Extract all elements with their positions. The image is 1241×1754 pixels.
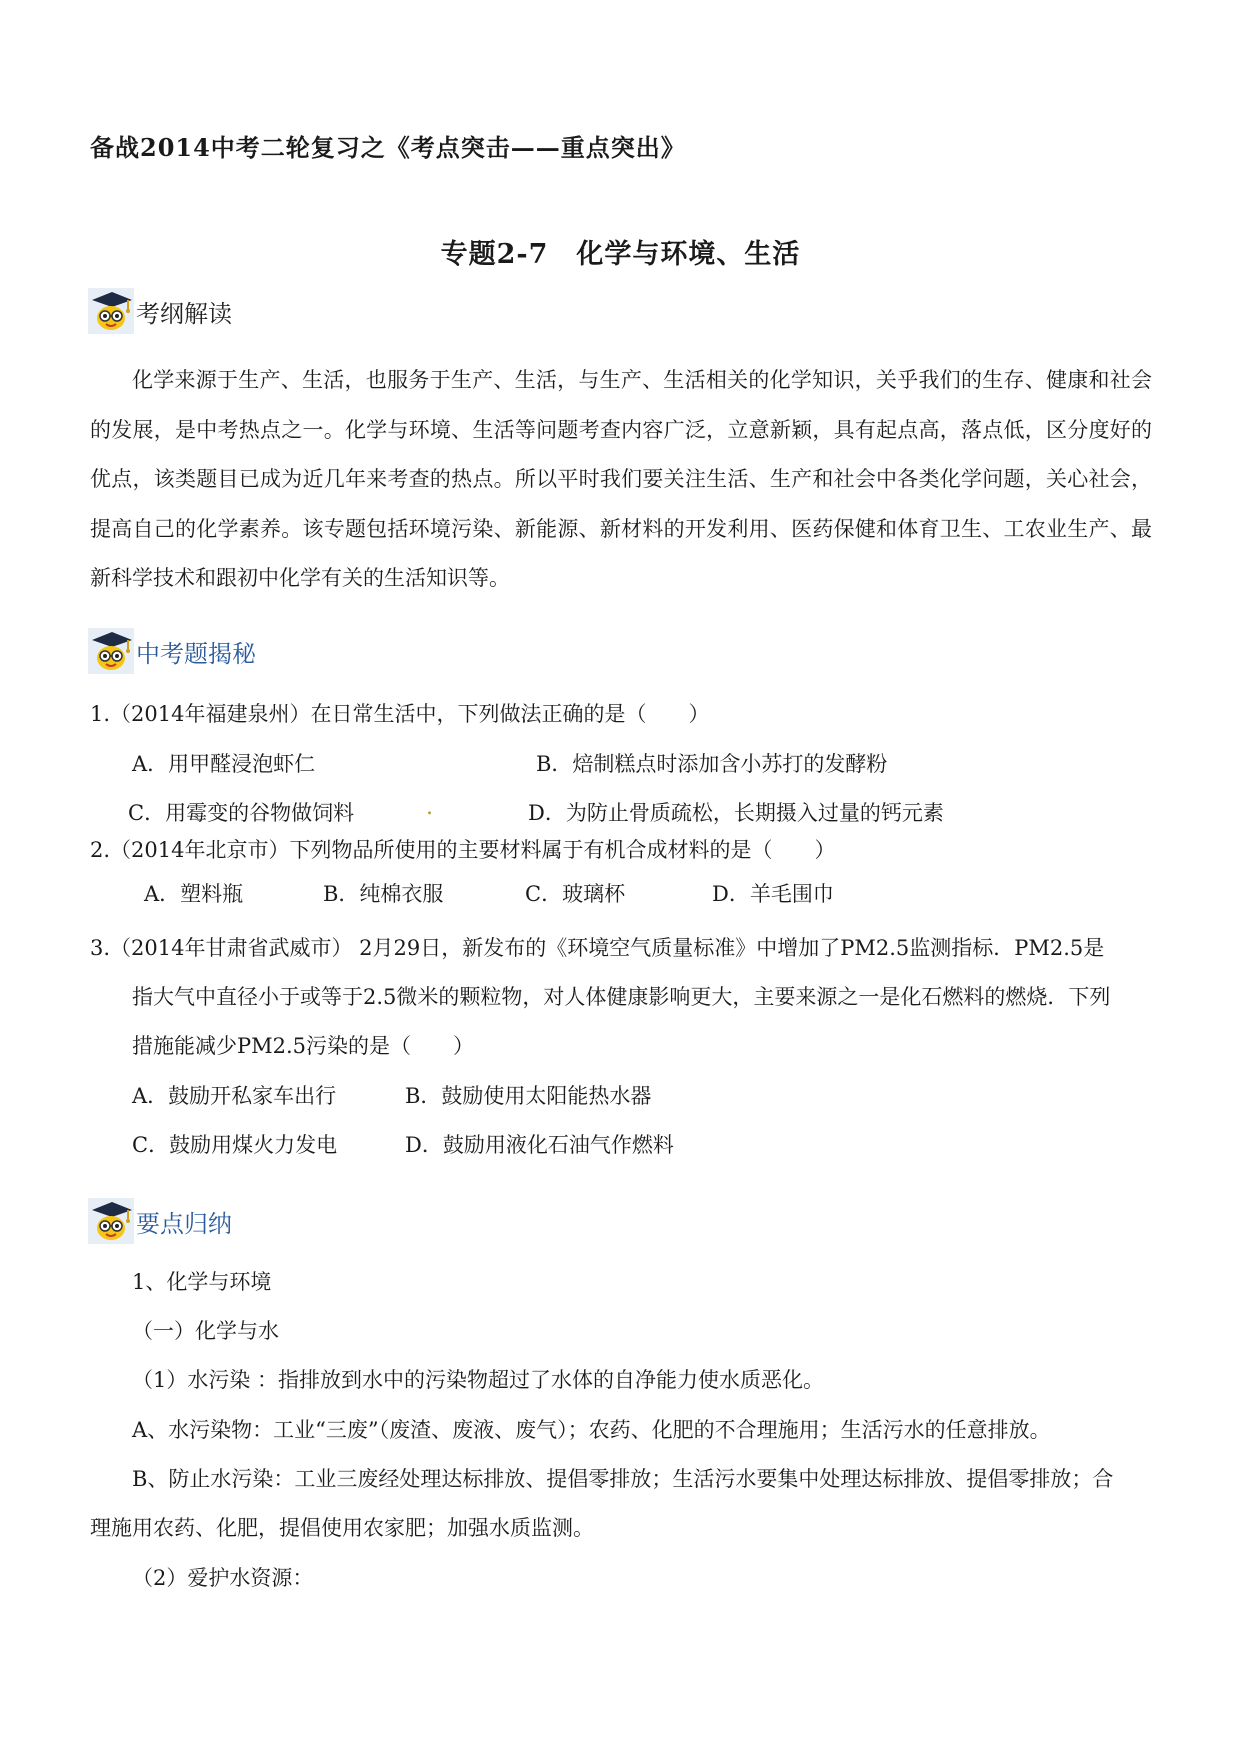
summary-line-2: （一）化学与水 [132,1319,279,1343]
summary-line-3: （1）水污染 ：指排放到水中的污染物超过了水体的自净能力使水质恶化。 [132,1368,825,1392]
graduate-mascot-icon [88,288,134,334]
series-title: 备战2014中考二轮复习之《考点突击——重点突出》 [90,133,686,162]
question-1-option-d: D．为防止骨质疏松，长期摄入过量的钙元素 [528,801,944,825]
question-1-option-b: B．焙制糕点时添加含小苏打的发酵粉 [536,752,888,776]
question-3-option-c: C．鼓励用煤火力发电 [132,1133,338,1157]
question-3-option-b: B．鼓励使用太阳能热水器 [405,1084,652,1108]
question-3-stem-line-1: 3.（2014年甘肃省武威市） 2月29日，新发布的《环境空气质量标准》中增加了PM2.5监测指标．PM2.5是 [90,936,1105,960]
question-3-option-a: A．鼓励开私家车出行 [132,1084,337,1108]
summary-line-4: A、水污染物：工业“三废”（废渣、废液、废气）；农药、化肥的不合理施用；生活污水的任意排放。 [132,1418,1051,1442]
stray-dot-mark: . [426,795,433,820]
question-2-option-c: C．玻璃杯 [525,882,626,906]
outline-paragraph: 化学来源于生产、生活，也服务于生产、生活，与生产、生活相关的化学知识，关乎我们的生存、健康和社会的发展，是中考热点之一。化学与环境、生活等问题考查内容广泛，立意新颖，具有起点高，落点低，区分度好的优点，该类题目已成为近几年来考查的热点。所以平时我们要关注生活、生产和社会中各类化学问题，关心社会，提高自己的化学素养。该专题包括环境污染、新能源、新材料的开发利用、医药保健和体育卫生、工农业生产、最新科学技术和跟初中化学有关的生活知识等。 [90,368,1152,590]
section-label-exam: 中考题揭秘 [136,640,256,668]
section-label-summary: 要点归纳 [136,1210,232,1238]
question-1-stem: 1.（2014年福建泉州）在日常生活中，下列做法正确的是（ ） [90,702,710,726]
summary-line-7: （2）爱护水资源： [132,1566,314,1590]
question-2-option-d: D．羊毛围巾 [712,882,834,906]
summary-line-1: 1、化学与环境 [132,1270,272,1294]
section-label-outline: 考纲解读 [136,300,232,328]
question-1-option-c: C．用霉变的谷物做饲料 [128,801,355,825]
graduate-mascot-icon [88,628,134,674]
graduate-mascot-icon [88,1198,134,1244]
topic-title: 专题2-7 化学与环境、生活 [440,239,801,270]
summary-line-6: 理施用农药、化肥，提倡使用农家肥；加强水质监测。 [90,1516,594,1540]
question-2-option-a: A．塑料瓶 [144,882,244,906]
question-2-stem: 2.（2014年北京市）下列物品所使用的主要材料属于有机合成材料的是（ ） [90,838,836,862]
question-1-option-a: A．用甲醛浸泡虾仁 [132,752,316,776]
question-3-stem-line-2: 指大气中直径小于或等于2.5微米的颗粒物，对人体健康影响更大，主要来源之一是化石燃料的燃烧．下列 [132,985,1111,1009]
summary-line-5: B、防止水污染：工业三废经处理达标排放、提倡零排放；生活污水要集中处理达标排放、提倡零排放；合 [132,1467,1114,1491]
question-3-stem-line-3: 措施能减少PM2.5污染的是（ ） [132,1034,475,1058]
question-2-option-b: B．纯棉衣服 [323,882,444,906]
question-3-option-d: D．鼓励用液化石油气作燃料 [405,1133,674,1157]
